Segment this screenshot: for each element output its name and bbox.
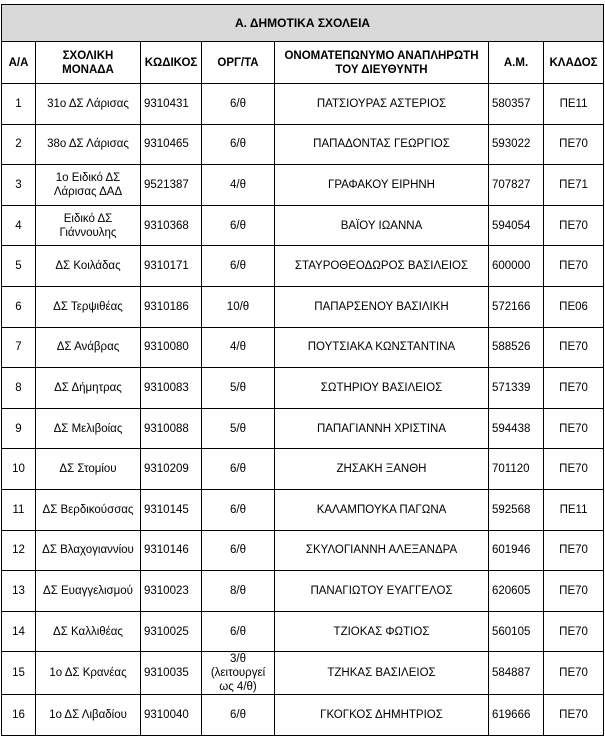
cell-am: 707827 bbox=[489, 165, 544, 206]
cell-name: ΖΗΣΑΚΗ ΞΑΝΘΗ bbox=[275, 449, 489, 490]
cell-klados: ΠΕ06 bbox=[544, 286, 604, 327]
cell-aa: 1 bbox=[2, 84, 36, 125]
cell-klados: ΠΕ70 bbox=[544, 205, 604, 246]
cell-org: 4/θ bbox=[202, 327, 275, 368]
table-row bbox=[2, 489, 604, 530]
cell-code: 9310146 bbox=[141, 530, 202, 571]
cell-name: ΠΑΠΑΔΟΝΤΑΣ ΓΕΩΡΓΙΟΣ bbox=[275, 124, 489, 165]
cell-am: 592568 bbox=[489, 489, 544, 530]
table-row bbox=[2, 368, 604, 409]
cell-klados: ΠΕ70 bbox=[544, 571, 604, 612]
cell-org: 10/θ bbox=[202, 286, 275, 327]
cell-klados: ΠΕ70 bbox=[544, 408, 604, 449]
cell-name: ΠΑΝΑΓΙΩΤΟΥ ΕΥΑΓΓΕΛΟΣ bbox=[275, 571, 489, 612]
cell-code: 9310040 bbox=[141, 695, 202, 736]
cell-name: ΤΖΙΟΚΑΣ ΦΩΤΙΟΣ bbox=[275, 611, 489, 652]
cell-code: 9310431 bbox=[141, 84, 202, 125]
table-row bbox=[2, 695, 604, 736]
cell-code: 9310023 bbox=[141, 571, 202, 612]
cell-code: 9310368 bbox=[141, 205, 202, 246]
cell-school: ΔΣ Μελιβοίας bbox=[36, 408, 141, 449]
table-row bbox=[2, 652, 604, 695]
header-klados: ΚΛΑΔΟΣ bbox=[544, 42, 604, 84]
cell-klados: ΠΕ70 bbox=[544, 695, 604, 736]
cell-aa: 2 bbox=[2, 124, 36, 165]
cell-klados: ΠΕ11 bbox=[544, 489, 604, 530]
cell-school: 1ο Ειδικό ΔΣ Λάρισας ΔΑΔ bbox=[36, 165, 141, 206]
cell-am: 580357 bbox=[489, 84, 544, 125]
table-row bbox=[2, 205, 604, 246]
cell-aa: 13 bbox=[2, 571, 36, 612]
cell-am: 601946 bbox=[489, 530, 544, 571]
cell-am: 620605 bbox=[489, 571, 544, 612]
cell-code: 9310088 bbox=[141, 408, 202, 449]
cell-school: 38ο ΔΣ Λάρισας bbox=[36, 124, 141, 165]
cell-code: 9310145 bbox=[141, 489, 202, 530]
cell-org: 6/θ bbox=[202, 84, 275, 125]
title-row bbox=[2, 5, 604, 42]
cell-school: ΔΣ Τερψιθέας bbox=[36, 286, 141, 327]
cell-klados: ΠΕ70 bbox=[544, 246, 604, 287]
cell-org: 6/θ bbox=[202, 205, 275, 246]
cell-am: 571339 bbox=[489, 368, 544, 409]
cell-klados: ΠΕ70 bbox=[544, 368, 604, 409]
table-row bbox=[2, 286, 604, 327]
table-row bbox=[2, 84, 604, 125]
cell-name: ΣΤΑΥΡΟΘΕΟΔΩΡΟΣ ΒΑΣΙΛΕΙΟΣ bbox=[275, 246, 489, 287]
table-title: Α. ΔΗΜΟΤΙΚΑ ΣΧΟΛΕΙΑ bbox=[2, 5, 604, 42]
cell-code: 9310171 bbox=[141, 246, 202, 287]
cell-am: 594438 bbox=[489, 408, 544, 449]
cell-name: ΒΑΪΟΥ ΙΩΑΝΝΑ bbox=[275, 205, 489, 246]
cell-am: 572166 bbox=[489, 286, 544, 327]
cell-aa: 6 bbox=[2, 286, 36, 327]
cell-org: 6/θ bbox=[202, 246, 275, 287]
table-row bbox=[2, 530, 604, 571]
cell-code: 9310025 bbox=[141, 611, 202, 652]
cell-aa: 4 bbox=[2, 205, 36, 246]
cell-org: 5/θ bbox=[202, 408, 275, 449]
cell-school: ΔΣ Δήμητρας bbox=[36, 368, 141, 409]
cell-school: ΔΣ Κοιλάδας bbox=[36, 246, 141, 287]
cell-am: 600000 bbox=[489, 246, 544, 287]
cell-org: 4/θ bbox=[202, 165, 275, 206]
cell-klados: ΠΕ11 bbox=[544, 84, 604, 125]
table-row bbox=[2, 327, 604, 368]
cell-school: 1ο ΔΣ Κρανέας bbox=[36, 652, 141, 695]
table-row bbox=[2, 449, 604, 490]
cell-name: ΠΑΤΣΙΟΥΡΑΣ ΑΣΤΕΡΙΟΣ bbox=[275, 84, 489, 125]
cell-code: 9521387 bbox=[141, 165, 202, 206]
table-body bbox=[2, 84, 604, 736]
table-row bbox=[2, 571, 604, 612]
cell-school: ΔΣ Βερδικούσσας bbox=[36, 489, 141, 530]
table-row bbox=[2, 611, 604, 652]
cell-code: 9310035 bbox=[141, 652, 202, 695]
cell-name: ΠΟΥΤΣΙΑΚΑ ΚΩΝΣΤΑΝΤΙΝΑ bbox=[275, 327, 489, 368]
cell-org: 8/θ bbox=[202, 571, 275, 612]
header-school: ΣΧΟΛΙΚΗ ΜΟΝΑΔΑ bbox=[36, 42, 141, 84]
header-row bbox=[2, 42, 604, 84]
cell-klados: ΠΕ70 bbox=[544, 652, 604, 695]
cell-aa: 12 bbox=[2, 530, 36, 571]
cell-school: ΔΣ Στομίου bbox=[36, 449, 141, 490]
cell-aa: 15 bbox=[2, 652, 36, 695]
cell-am: 619666 bbox=[489, 695, 544, 736]
cell-aa: 7 bbox=[2, 327, 36, 368]
cell-aa: 5 bbox=[2, 246, 36, 287]
cell-name: ΠΑΠΑΓΙΑΝΝΗ ΧΡΙΣΤΙΝΑ bbox=[275, 408, 489, 449]
cell-aa: 9 bbox=[2, 408, 36, 449]
cell-klados: ΠΕ70 bbox=[544, 124, 604, 165]
cell-code: 9310465 bbox=[141, 124, 202, 165]
cell-name: ΠΑΠΑΡΣΕΝΟΥ ΒΑΣΙΛΙΚΗ bbox=[275, 286, 489, 327]
cell-aa: 14 bbox=[2, 611, 36, 652]
cell-name: ΤΖΗΚΑΣ ΒΑΣΙΛΕΙΟΣ bbox=[275, 652, 489, 695]
cell-am: 593022 bbox=[489, 124, 544, 165]
cell-school: 31ο ΔΣ Λάρισας bbox=[36, 84, 141, 125]
cell-aa: 3 bbox=[2, 165, 36, 206]
cell-code: 9310209 bbox=[141, 449, 202, 490]
table-row bbox=[2, 165, 604, 206]
header-code: ΚΩΔΙΚΟΣ bbox=[141, 42, 202, 84]
cell-name: ΓΡΑΦΑΚΟΥ ΕΙΡΗΝΗ bbox=[275, 165, 489, 206]
table-row bbox=[2, 408, 604, 449]
cell-name: ΚΑΛΑΜΠΟΥΚΑ ΠΑΓΩΝΑ bbox=[275, 489, 489, 530]
cell-aa: 8 bbox=[2, 368, 36, 409]
cell-school: ΔΣ Ευαγγελισμού bbox=[36, 571, 141, 612]
table-row bbox=[2, 124, 604, 165]
cell-code: 9310080 bbox=[141, 327, 202, 368]
header-name: ΟΝΟΜΑΤΕΠΩΝΥΜΟ ΑΝΑΠΛΗΡΩΤΗ ΤΟΥ ΔΙΕΥΘΥΝΤΗ bbox=[275, 42, 489, 84]
cell-am: 701120 bbox=[489, 449, 544, 490]
cell-aa: 16 bbox=[2, 695, 36, 736]
schools-table bbox=[1, 4, 604, 736]
cell-am: 560105 bbox=[489, 611, 544, 652]
cell-org: 6/θ bbox=[202, 449, 275, 490]
cell-school: ΔΣ Καλλιθέας bbox=[36, 611, 141, 652]
cell-school: Ειδικό ΔΣ Γιάννουλης bbox=[36, 205, 141, 246]
cell-org: 5/θ bbox=[202, 368, 275, 409]
cell-klados: ΠΕ71 bbox=[544, 165, 604, 206]
cell-school: 1ο ΔΣ Λιβαδίου bbox=[36, 695, 141, 736]
table-row bbox=[2, 246, 604, 287]
cell-org: 6/θ bbox=[202, 124, 275, 165]
cell-am: 594054 bbox=[489, 205, 544, 246]
cell-code: 9310186 bbox=[141, 286, 202, 327]
cell-org: 6/θ bbox=[202, 611, 275, 652]
header-org: ΟΡΓ/ΤΑ bbox=[202, 42, 275, 84]
cell-aa: 11 bbox=[2, 489, 36, 530]
cell-aa: 10 bbox=[2, 449, 36, 490]
header-aa: Α/Α bbox=[2, 42, 36, 84]
cell-name: ΣΚΥΛΟΓΙΑΝΝΗ ΑΛΕΞΑΝΔΡΑ bbox=[275, 530, 489, 571]
cell-school: ΔΣ Βλαχογιαννίου bbox=[36, 530, 141, 571]
cell-school: ΔΣ Ανάβρας bbox=[36, 327, 141, 368]
cell-klados: ΠΕ70 bbox=[544, 530, 604, 571]
cell-am: 588526 bbox=[489, 327, 544, 368]
cell-org: 6/θ bbox=[202, 695, 275, 736]
cell-code: 9310083 bbox=[141, 368, 202, 409]
cell-name: ΣΩΤΗΡΙΟΥ ΒΑΣΙΛΕΙΟΣ bbox=[275, 368, 489, 409]
cell-am: 584887 bbox=[489, 652, 544, 695]
cell-name: ΓΚΟΓΚΟΣ ΔΗΜΗΤΡΙΟΣ bbox=[275, 695, 489, 736]
cell-org: 6/θ bbox=[202, 530, 275, 571]
cell-klados: ΠΕ70 bbox=[544, 611, 604, 652]
cell-org: 6/θ bbox=[202, 489, 275, 530]
cell-klados: ΠΕ70 bbox=[544, 327, 604, 368]
cell-org: 3/θ (λειτουργεί ως 4/θ) bbox=[202, 652, 275, 695]
cell-klados: ΠΕ70 bbox=[544, 449, 604, 490]
header-am: Α.Μ. bbox=[489, 42, 544, 84]
